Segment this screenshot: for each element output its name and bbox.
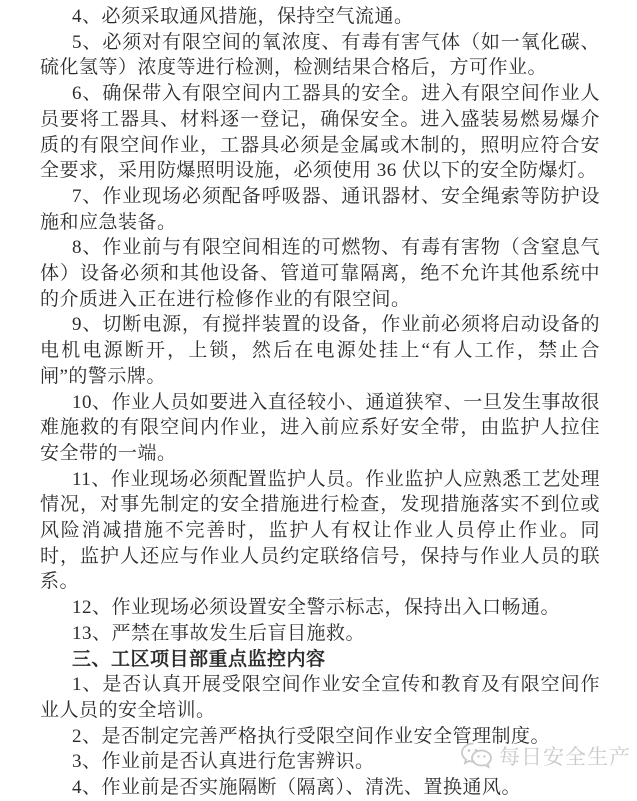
paragraph: 1、是否认真开展受限空间作业安全宣传和教育及有限空间作业人员的安全培训。 [40, 674, 600, 721]
paragraph: 10、作业人员如要进入直径较小、通道狭窄、一旦发生事故很难施救的有限空间内作业，进入前应系好安全带，由监护人拉住安全带的一端。 [40, 391, 600, 464]
paragraph: 4、作业前是否实施隔断（隔离）、清洗、置换通风。 [72, 777, 522, 799]
paragraph: 8、作业前与有限空间相连的可燃物、有毒有害物（含窒息气体）设备必须和其他设备、管道可靠隔离，绝不允许其他系统中的介质进入正在进行检修作业的有限空间。 [40, 237, 600, 310]
section-heading: 三、工区项目部重点监控内容 [72, 648, 326, 670]
paragraph: 2、是否制定完善严格执行受限空间作业安全管理制度。 [72, 725, 551, 747]
paragraph: 7、作业现场必须配备呼吸器、通讯器材、安全绳索等防护设施和应急装备。 [40, 185, 600, 233]
watermark-label: 每日安全生产 [499, 745, 631, 769]
paragraph: 9、切断电源，有搅拌装置的设备，作业前必须将启动设备的电机电源断开，上锁，然后在电源处挂上“有人工作，禁止合闸”的警示牌。 [40, 314, 600, 387]
paragraph: 4、必须采取通风措施，保持空气流通。 [72, 6, 414, 27]
paragraph: 12、作业现场必须设置安全警示标志，保持出入口畅通。 [72, 597, 561, 619]
paragraph: 6、确保带入有限空间内工器具的安全。进入有限空间作业人员要将工器具、材料逐一登记，确保安全。进入盛装易燃易爆介质的有限空间作业，工器具必须是金属或木制的，照明应符合安全要求，采用防爆照明设施，必须使用 36 伏以下的安全防爆灯。 [40, 83, 600, 182]
paragraph: 5、必须对有限空间的氧浓度、有毒有害气体（如一氧化碳、硫化氢等）浓度等进行检测，检测结果合格后，方可作业。 [40, 31, 600, 79]
watermark [459, 740, 631, 772]
wechat-icon [459, 740, 495, 772]
document-body [40, 4, 600, 801]
paragraph: 3、作业前是否认真进行危害辨识。 [72, 751, 375, 773]
paragraph: 13、严禁在事故发生后盲目施救。 [72, 622, 366, 644]
paragraph: 11、作业现场必须配置监护人员。作业监护人应熟悉工艺处理情况，对事先制定的安全措施进行检查，发现措施落实不到位或风险消减措施不完善时，监护人有权让作业人员停止作业。同时，监护人还应与作业人员约定联络信号，保持与作业人员的联系。 [40, 468, 600, 593]
